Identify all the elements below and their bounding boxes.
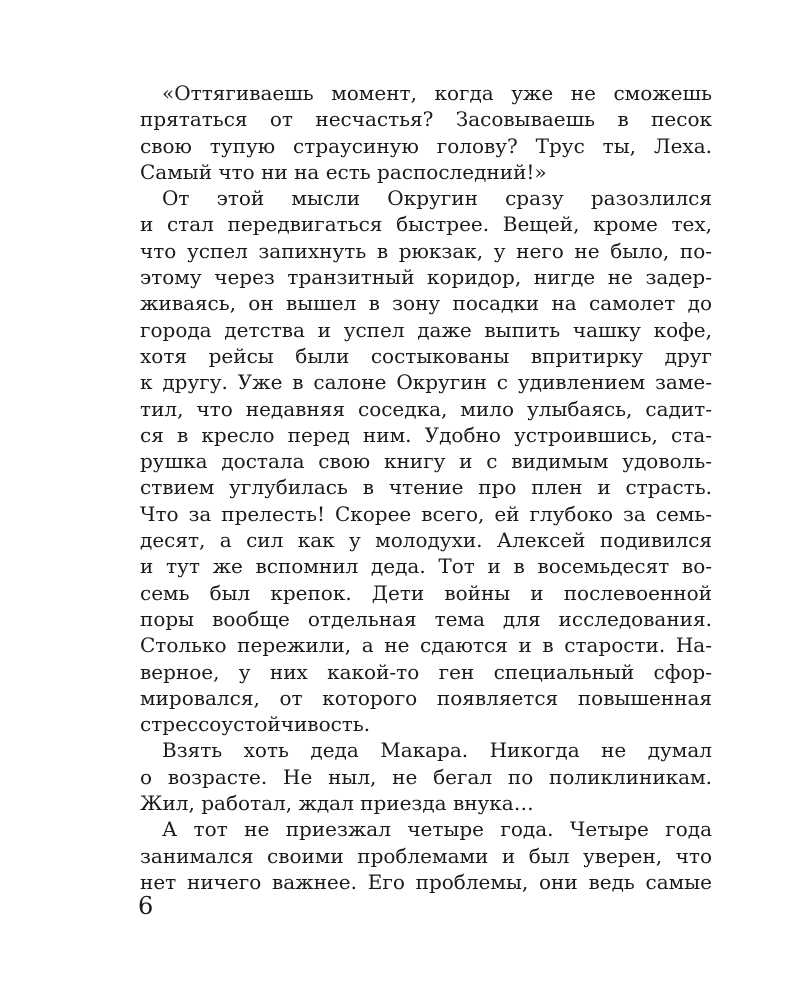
text-line: семь был крепок. Дети войны и послевоенной: [140, 580, 712, 605]
paragraph: [140, 185, 712, 737]
text-line: о возрасте. Не ныл, не бегал по поликлиникам.: [140, 764, 712, 789]
text-line: и стал передвигаться быстрее. Вещей, кроме тех,: [140, 212, 712, 237]
text-line: Самый что ни на есть распоследний!»: [140, 159, 547, 184]
paragraph: [140, 816, 712, 895]
text-line: стрессоустойчивость.: [140, 712, 371, 737]
page-number: 6: [138, 892, 154, 920]
text-line: хотя рейсы были состыкованы впритирку друг: [140, 343, 712, 368]
text-line: что успел запихнуть в рюкзак, у него не было, по-: [140, 238, 712, 263]
text-line: «Оттягиваешь момент, когда уже не сможешь: [162, 81, 712, 105]
paragraph: [140, 80, 712, 185]
text-line: занимался своими проблемами и был уверен, что: [140, 843, 712, 868]
text-line: ствием углубилась в чтение про плен и страсть.: [140, 475, 712, 500]
text-line: А тот не приезжал четыре года. Четыре года: [162, 817, 712, 842]
text-line: нет ничего важнее. Его проблемы, они ведь самые: [140, 869, 712, 894]
text-line: Столько пережили, а не сдаются и в старости. На-: [140, 633, 712, 658]
text-line: этому через транзитный коридор, нигде не задер-: [140, 265, 712, 290]
text-line: Взять хоть деда Макара. Никогда не думал: [162, 738, 712, 763]
text-line: города детства и успел даже выпить чашку кофе,: [140, 317, 712, 342]
text-line: рушка достала свою книгу и с видимым удоволь-: [140, 449, 712, 474]
text-line: поры вообще отдельная тема для исследования.: [140, 606, 712, 631]
text-line: живаясь, он вышел в зону посадки на самолет до: [140, 291, 712, 316]
text-line: Что за прелесть! Скорее всего, ей глубоко за семь-: [140, 501, 712, 526]
text-line: мировался, от которого появляется повышенная: [140, 685, 712, 710]
text-line: десят, а сил как у молодухи. Алексей подивился: [140, 528, 712, 553]
text-line: ся в кресло перед ним. Удобно устроившись, ста-: [140, 422, 712, 447]
text-line: верное, у них какой-то ген специальный сфор-: [140, 659, 712, 684]
text-line: свою тупую страусиную голову? Трус ты, Леха.: [140, 133, 712, 158]
body-text: [140, 80, 712, 895]
paragraph: [140, 737, 712, 816]
text-line: тил, что недавняя соседка, мило улыбаясь, садит-: [140, 396, 712, 421]
text-line: и тут же вспомнил деда. Тот и в восемьдесят во-: [140, 554, 712, 579]
text-line: Жил, работал, ждал приезда внука…: [140, 791, 534, 816]
text-line: От этой мысли Округин сразу разозлился: [162, 186, 712, 211]
text-line: к другу. Уже в салоне Округин с удивлением заме-: [140, 370, 712, 395]
text-line: прятаться от несчастья? Засовываешь в песок: [140, 107, 712, 132]
